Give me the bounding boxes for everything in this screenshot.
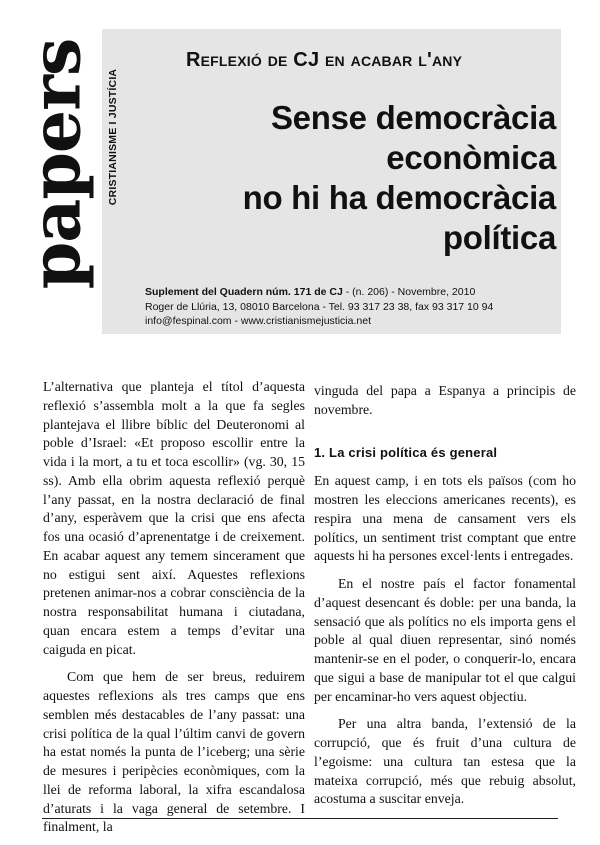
- publication-meta: [145, 285, 565, 329]
- footer-rule: [42, 818, 558, 819]
- paragraph: En el nostre país el factor fonamental d’aquest desencant és doble: per una banda, la sensació que als polítics no els importa gens el poble al qual diuen representar, sinó només mantenir-se en el poder, o conquerir-lo, encara que sigui a base de manipular tot el que calgui per encaminar-ho vers aquest objectiu.: [314, 576, 576, 704]
- paragraph-continued: vinguda del papa a Espanya a principis de novembre.: [314, 383, 576, 417]
- title-line: no hi ha democràcia: [242, 179, 556, 216]
- publication-subtitle: [104, 34, 122, 239]
- section-heading: 1. La crisi política és general: [314, 444, 498, 460]
- logo-text: papers: [16, 38, 96, 290]
- paragraph: Per una altra banda, l’extensió de la corrupció, que és fruit d’una cultura de l’egoisme: una cultura tan estesa que la mateixa corrupció, més que rebuig absolut, acostuma a suscitar enveja.: [314, 716, 576, 807]
- subtitle-text: CRISTIANISME I JUSTÍCIA: [107, 68, 120, 205]
- publication-logo: [16, 29, 96, 299]
- article-column-left: [43, 378, 305, 837]
- paragraph: Com que hem de ser breus, reduirem aquestes reflexions als tres camps que ens semblen més destacables de l’any passat: una crisi política de la qual l’últim canvi de govern ha estat només la punta de l’iceberg; una sèrie de mesures i peripècies econòmiques, com la llei de reforma laboral, la xifra escandalosa d’aturats i la vaga general de setembre. I finalment, la: [43, 669, 305, 835]
- article-column-right: [314, 382, 576, 809]
- contact-line: info@fespinal.com - www.cristianismejusticia.net: [145, 315, 371, 327]
- title-line: econòmica: [386, 139, 556, 176]
- page-title: [136, 98, 556, 258]
- title-line: política: [442, 219, 556, 256]
- address-line: Roger de Llúria, 13, 08010 Barcelona - Tel. 93 317 23 38, fax 93 317 10 94: [145, 300, 494, 313]
- title-line: Sense democràcia: [270, 99, 556, 136]
- supplement-detail: - (n. 206) - Novembre, 2010: [342, 286, 476, 298]
- supplement-line: [145, 285, 565, 300]
- supplement-label: Suplement del Quadern núm. 171 de CJ: [145, 286, 343, 298]
- paragraph: L’alternativa que planteja el títol d’aquesta reflexió s’assembla molt a la que fa segles plantejava el llibre bíblic del Deuteronomi al poble d’Israel: «Et proposo escollir entre la vida i la mort, a tu et toca escollir» (vg. 30, 15 ss). Amb ella obrim aquesta reflexió perquè l’any passat, en la nostra declaració de final d’any, esperàvem que la crisi que ens afecta fos una ocasió d’aprenentatge i de creixement. En acabar aquest any temem sincerament que no estigui sent així. Aquestes reflexions pretenen animar-nos a cobrar consciència de la nostra responsabilitat humana i ciutadana, quan encara estem a temps d’evitar una caiguda en picat.: [43, 379, 305, 657]
- paragraph: En aquest camp, i en tots els països (com ho mostren les eleccions americanes recents), es respira una mena de cansament vers els polítics, un sentiment trist comptant que entre aquests hi ha persones excel·lents i entregades.: [314, 473, 576, 564]
- section-kicker: Reflexió de CJ en acabar l'any: [186, 49, 463, 71]
